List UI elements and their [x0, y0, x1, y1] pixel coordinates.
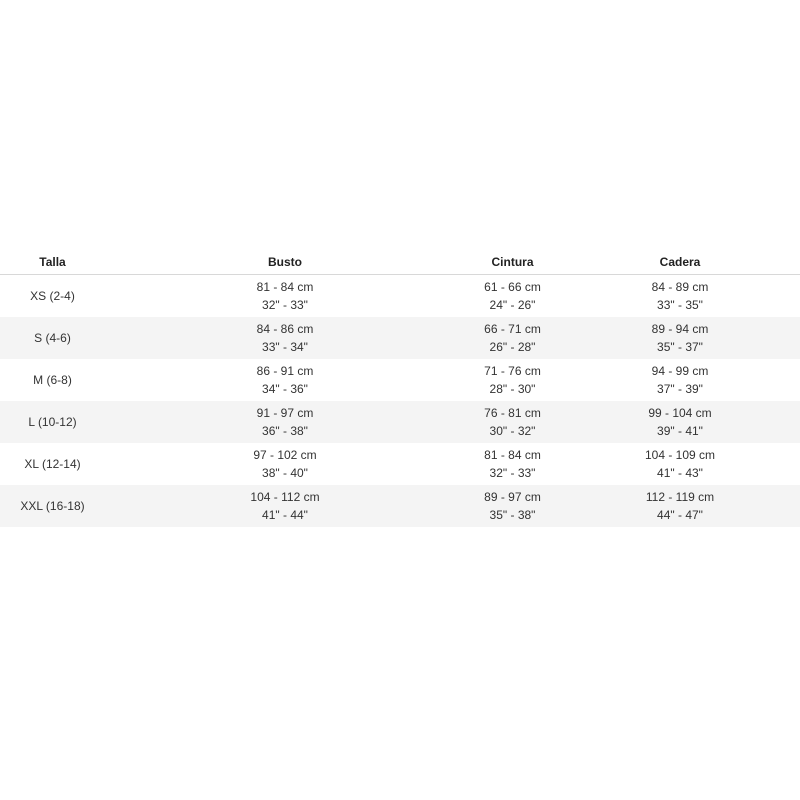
size-cell: L (10-12) [0, 401, 105, 443]
bust-in: 33" - 34" [262, 340, 308, 354]
bust-cm: 86 - 91 cm [256, 364, 314, 378]
waist-cell [465, 401, 560, 443]
size-cell: XXL (16-18) [0, 485, 105, 527]
header-talla: Talla [0, 250, 105, 275]
header-cintura: Cintura [465, 250, 560, 275]
hip-in: 39" - 41" [657, 424, 703, 438]
waist-in: 30" - 32" [489, 424, 536, 438]
waist-cell [465, 275, 560, 318]
waist-in: 26" - 28" [489, 340, 536, 354]
table-row [0, 443, 800, 485]
waist-cm: 66 - 71 cm [484, 322, 541, 336]
waist-in: 32" - 33" [489, 466, 536, 480]
hip-cm: 89 - 94 cm [651, 322, 709, 336]
bust-cell [105, 359, 465, 401]
waist-in: 28" - 30" [489, 382, 536, 396]
hip-cell [560, 401, 800, 443]
hip-cell [560, 275, 800, 318]
table-header [0, 250, 800, 275]
hip-cm: 94 - 99 cm [651, 364, 709, 378]
hip-in: 41" - 43" [657, 466, 703, 480]
bust-in: 34" - 36" [262, 382, 308, 396]
hip-in: 35" - 37" [657, 340, 703, 354]
hip-cell [560, 317, 800, 359]
bust-cm: 97 - 102 cm [253, 448, 317, 462]
hip-cm: 112 - 119 cm [645, 490, 715, 504]
bust-cm: 104 - 112 cm [250, 490, 320, 504]
waist-cell [465, 485, 560, 527]
table-row [0, 359, 800, 401]
hip-cell [560, 443, 800, 485]
bust-cm: 81 - 84 cm [256, 280, 314, 294]
waist-cm: 71 - 76 cm [484, 364, 541, 378]
bust-cell [105, 275, 465, 318]
table-body [0, 275, 800, 528]
bust-cell [105, 443, 465, 485]
bust-cell [105, 317, 465, 359]
bust-in: 38" - 40" [262, 466, 308, 480]
waist-cm: 61 - 66 cm [484, 280, 541, 294]
bust-cm: 84 - 86 cm [256, 322, 314, 336]
hip-in: 37" - 39" [657, 382, 703, 396]
size-cell: M (6-8) [33, 373, 72, 387]
hip-cm: 84 - 89 cm [651, 280, 709, 294]
bust-in: 32" - 33" [262, 298, 308, 312]
waist-cell [465, 317, 560, 359]
waist-cm: 81 - 84 cm [484, 448, 541, 462]
size-cell: S (4-6) [0, 317, 105, 359]
waist-cell [465, 359, 560, 401]
header-busto: Busto [105, 250, 465, 275]
header-row [0, 250, 800, 275]
hip-cm: 99 - 104 cm [648, 406, 712, 420]
hip-cell [560, 485, 800, 527]
hip-cell [560, 359, 800, 401]
bust-cm: 91 - 97 cm [256, 406, 314, 420]
waist-in: 35" - 38" [489, 508, 536, 522]
size-cell: XL (12-14) [24, 457, 81, 471]
waist-cell [465, 443, 560, 485]
hip-in: 44" - 47" [657, 508, 703, 522]
table-row [0, 485, 800, 527]
hip-in: 33" - 35" [657, 298, 703, 312]
bust-cell [105, 401, 465, 443]
bust-in: 36" - 38" [262, 424, 308, 438]
size-chart-table [0, 250, 800, 527]
table-row [0, 275, 800, 318]
hip-cm: 104 - 109 cm [644, 448, 716, 462]
header-cadera: Cadera [560, 250, 800, 275]
waist-cm: 89 - 97 cm [484, 490, 541, 504]
bust-cell [105, 485, 465, 527]
waist-cm: 76 - 81 cm [484, 406, 541, 420]
table-row [0, 317, 800, 359]
waist-in: 24" - 26" [489, 298, 536, 312]
table-row [0, 401, 800, 443]
size-cell: XS (2-4) [30, 289, 75, 303]
bust-in: 41" - 44" [262, 508, 308, 522]
